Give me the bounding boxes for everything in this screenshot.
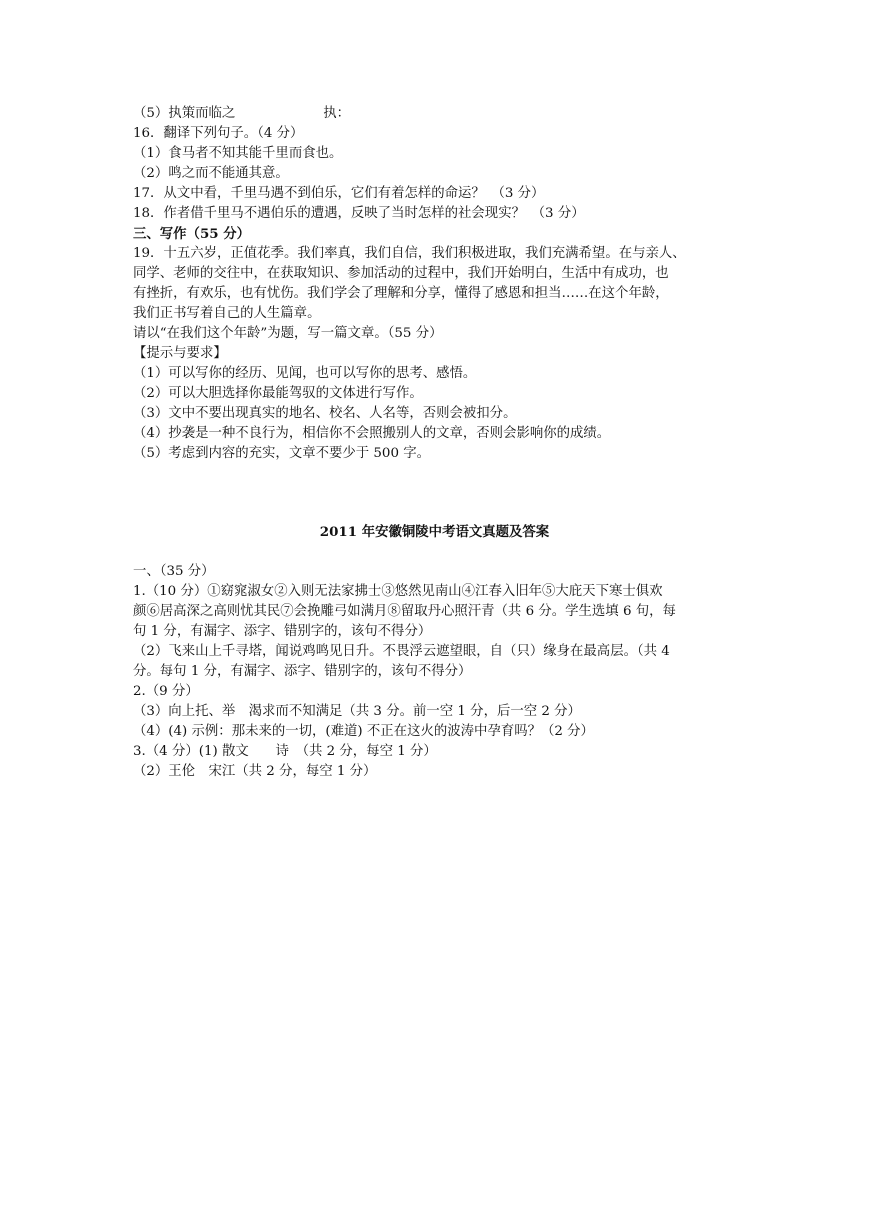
question-15-5 bbox=[133, 104, 733, 124]
question-19-line: 19．十五六岁，正值花季。我们率真，我们自信，我们积极进取，我们充满希望。在与亲人、 bbox=[133, 246, 686, 261]
tips-title: 【提示与要求】 bbox=[133, 346, 227, 361]
tip-item: （3）文中不要出现真实的地名、校名、人名等，否则会被扣分。 bbox=[133, 406, 517, 421]
answer-line: （3）向上托、举 渴求而不知满足（共 3 分。前一空 1 分，后一空 2 分） bbox=[133, 704, 581, 719]
answer-line: （2）王伦 宋江（共 2 分，每空 1 分） bbox=[133, 764, 377, 779]
question-16-2: （2）鸣之而不能通其意。 bbox=[133, 166, 289, 181]
writing-prompt: 请以“在我们这个年龄”为题，写一篇文章。（55 分） bbox=[133, 326, 443, 341]
question-15-5-answer-label: 执： bbox=[323, 106, 351, 121]
answer-line: （4）(4) 示例：那未来的一切，(难道) 不正在这火的波涛中孕育吗？（2 分） bbox=[133, 724, 594, 739]
answer-line: 2.（9 分） bbox=[133, 684, 199, 699]
answer-line: 3.（4 分）(1) 散文 诗 （共 2 分，每空 1 分） bbox=[133, 744, 437, 759]
answer-line: 1.（10 分）①窈窕淑女②入则无法家拂士③悠然见南山④江春入旧年⑤大庇天下寒士俱欢 bbox=[133, 584, 663, 599]
answer-line: 分。每句 1 分，有漏字、添字、错别字的，该句不得分） bbox=[133, 664, 472, 679]
tip-item: （2）可以大胆选择你最能驾驭的文体进行写作。 bbox=[133, 386, 423, 401]
question-19-line: 同学、老师的交往中，在获取知识、参加活动的过程中，我们开始明白，生活中有成功，也 bbox=[133, 266, 669, 281]
tip-item: （1）可以写你的经历、见闻，也可以写你的思考、感悟。 bbox=[133, 366, 477, 381]
section-3-heading: 三、写作（55 分） bbox=[133, 226, 251, 242]
answer-line: 颜⑥居高深之高则忧其民⑦会挽雕弓如满月⑧留取丹心照汗青（共 6 分。学生选填 6 句，每 bbox=[133, 604, 676, 619]
question-18: 18．作者借千里马不遇伯乐的遭遇，反映了当时怎样的社会现实？ （3 分） bbox=[133, 206, 585, 221]
answer-line: 一、（35 分） bbox=[133, 564, 215, 579]
question-17: 17．从文中看，千里马遇不到伯乐，它们有着怎样的命运？ （3 分） bbox=[133, 186, 545, 201]
question-15-5-label: （5）执策而临之 bbox=[133, 106, 236, 121]
tip-item: （4）抄袭是一种不良行为，相信你不会照搬别人的文章，否则会影响你的成绩。 bbox=[133, 426, 611, 441]
answers-title: 2011 年安徽铜陵中考语文真题及答案 bbox=[319, 524, 550, 540]
answer-line: （2）飞来山上千寻塔，闻说鸡鸣见日升。不畏浮云遮望眼，自（只）缘身在最高层。（共 4 bbox=[133, 644, 670, 659]
question-19-line: 我们正书写着自己的人生篇章。 bbox=[133, 306, 321, 321]
answer-line: 句 1 分，有漏字、添字、错别字的，该句不得分） bbox=[133, 624, 432, 639]
question-19-line: 有挫折，有欢乐，也有忧伤。我们学会了理解和分享，懂得了感恩和担当……在这个年龄， bbox=[133, 286, 669, 301]
question-16: 16．翻译下列句子。（4 分） bbox=[133, 126, 304, 141]
tip-item: （5）考虑到内容的充实，文章不要少于 500 字。 bbox=[133, 446, 431, 461]
question-16-1: （1）食马者不知其能千里而食也。 bbox=[133, 146, 343, 161]
